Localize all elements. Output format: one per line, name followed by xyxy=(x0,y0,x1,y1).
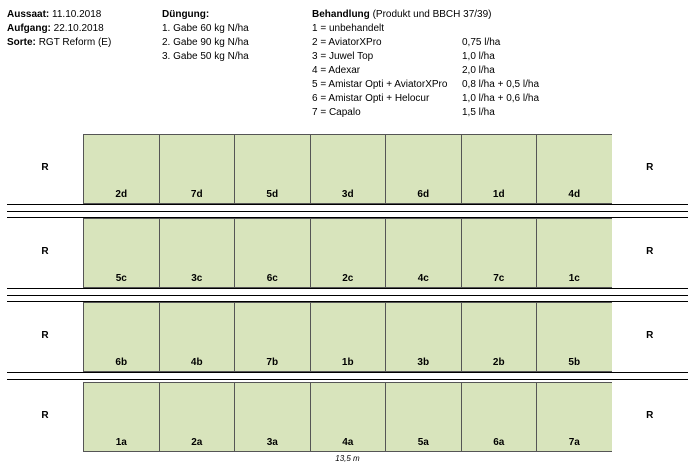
plot-label: 4a xyxy=(342,437,354,448)
border-plot-left xyxy=(7,302,83,372)
info-emergence-label: Aufgang: xyxy=(7,23,51,34)
treatment-amount: 0,8 l/ha + 0,5 l/ha xyxy=(462,79,540,90)
plot-cell xyxy=(310,134,387,204)
border-label: R xyxy=(41,162,49,173)
plot-cell xyxy=(461,302,538,372)
plot-label: 6d xyxy=(417,189,430,200)
plot-label: 5a xyxy=(417,437,429,448)
treatment-amount: 2,0 l/ha xyxy=(462,65,495,76)
border-label: R xyxy=(646,410,654,421)
border-label: R xyxy=(646,330,654,341)
plot-cell xyxy=(234,302,311,372)
plot-label: 3b xyxy=(417,357,430,368)
treatment-item xyxy=(312,106,612,120)
plot-cell xyxy=(310,302,387,372)
fertilizer-item: 3. Gabe 50 kg N/ha xyxy=(162,51,249,62)
field-plan xyxy=(7,134,688,452)
plot-row xyxy=(7,218,688,288)
border-plot-left xyxy=(7,134,83,204)
plot-cell xyxy=(536,134,613,204)
info-sowing-label: Aussaat: xyxy=(7,9,50,20)
treatment-list xyxy=(312,22,612,120)
trial-info xyxy=(7,8,111,50)
plot-label: 2a xyxy=(191,437,203,448)
plot-cell xyxy=(536,382,613,452)
plot-label: 4d xyxy=(568,189,581,200)
plot-row xyxy=(7,134,688,204)
plot-label: 4c xyxy=(417,273,429,284)
plot-cell xyxy=(83,218,160,288)
border-label: R xyxy=(41,330,49,341)
plot-label: 5d xyxy=(266,189,279,200)
plot-label: 2d xyxy=(115,189,128,200)
width-label: 13,5 m xyxy=(335,454,360,463)
plot-label: 3a xyxy=(266,437,278,448)
plot-label: 3c xyxy=(191,273,203,284)
plot-cell xyxy=(461,218,538,288)
treatment-item xyxy=(312,78,612,92)
plot-label: 1d xyxy=(492,189,505,200)
plot-cell xyxy=(461,134,538,204)
plot-cell xyxy=(234,382,311,452)
plot-cell xyxy=(159,302,236,372)
plot-label: 6c xyxy=(266,273,278,284)
border-label: R xyxy=(646,246,654,257)
plot-label: 7c xyxy=(493,273,505,284)
treatment-label: 3 = Juwel Top xyxy=(312,51,374,62)
plot-cell xyxy=(83,302,160,372)
plot-row xyxy=(7,382,688,452)
info-emergence-value: 22.10.2018 xyxy=(53,23,104,34)
treatment-amount: 1,5 l/ha xyxy=(462,107,495,118)
plot-label: 1c xyxy=(568,273,580,284)
treatment-amount: 1,0 l/ha xyxy=(462,51,495,62)
treatment-subtitle: (Produkt und BBCH 37/39) xyxy=(372,9,492,20)
fertilizer-item: 2. Gabe 90 kg N/ha xyxy=(162,37,249,48)
border-plot-right xyxy=(612,134,689,204)
treatment-label: 1 = unbehandelt xyxy=(312,23,385,34)
plot-label: 1b xyxy=(341,357,354,368)
plot-cell xyxy=(234,134,311,204)
border-label: R xyxy=(41,246,49,257)
plot-cell xyxy=(385,382,462,452)
plot-cell xyxy=(536,302,613,372)
plot-cell xyxy=(310,382,387,452)
plot-label: 6b xyxy=(115,357,128,368)
plot-label: 2c xyxy=(342,273,354,284)
plot-label: 5b xyxy=(568,357,581,368)
border-label: R xyxy=(41,410,49,421)
treatment-item xyxy=(312,92,612,106)
plot-cell xyxy=(385,134,462,204)
path-band xyxy=(7,288,688,302)
fertilizer-item: 1. Gabe 60 kg N/ha xyxy=(162,23,249,34)
path-band xyxy=(7,204,688,218)
info-sowing-value: 11.10.2018 xyxy=(52,9,102,20)
plot-cell xyxy=(310,218,387,288)
border-plot-left xyxy=(7,382,83,452)
plot-label: 7a xyxy=(568,437,580,448)
plot-row xyxy=(7,302,688,372)
plot-cell xyxy=(385,218,462,288)
treatment-item xyxy=(312,64,612,78)
info-sowing xyxy=(7,8,111,22)
info-emergence xyxy=(7,22,111,36)
plot-label: 7b xyxy=(266,357,279,368)
plot-cell xyxy=(83,134,160,204)
plot-label: 6a xyxy=(493,437,505,448)
treatment-label: 5 = Amistar Opti + AviatorXPro xyxy=(312,79,448,90)
plot-cell xyxy=(234,218,311,288)
border-plot-left xyxy=(7,218,83,288)
plot-label: 1a xyxy=(115,437,127,448)
treatment-amount: 1,0 l/ha + 0,6 l/ha xyxy=(462,93,540,104)
treatment-item xyxy=(312,22,612,36)
treatment-item xyxy=(312,50,612,64)
border-plot-right xyxy=(612,218,689,288)
border-label: R xyxy=(646,162,654,173)
treatment-label: 2 = AviatorXPro xyxy=(312,37,382,48)
fertilizer-section xyxy=(162,8,249,64)
treatment-label: 6 = Amistar Opti + Helocur xyxy=(312,93,430,104)
plot-label: 4b xyxy=(190,357,203,368)
treatment-title: Behandlung xyxy=(312,9,370,20)
plot-cell xyxy=(159,218,236,288)
plot-cell xyxy=(159,382,236,452)
plot-cell xyxy=(461,382,538,452)
info-variety-value: RGT Reform (E) xyxy=(38,37,112,48)
treatment-label: 4 = Adexar xyxy=(312,65,361,76)
plot-cell xyxy=(159,134,236,204)
plot-label: 5c xyxy=(115,273,127,284)
plot-label: 7d xyxy=(190,189,203,200)
treatment-item xyxy=(312,36,612,50)
plot-label: 2b xyxy=(492,357,505,368)
treatment-label: 7 = Capalo xyxy=(312,107,361,118)
fertilizer-title: Düngung: xyxy=(162,9,210,20)
info-variety xyxy=(7,36,111,50)
border-plot-right xyxy=(612,382,689,452)
plot-cell xyxy=(536,218,613,288)
treatment-legend xyxy=(312,8,612,120)
border-plot-right xyxy=(612,302,689,372)
treatment-amount: 0,75 l/ha xyxy=(462,37,501,48)
plot-label: 3d xyxy=(341,189,354,200)
plot-cell xyxy=(83,382,160,452)
info-variety-label: Sorte: xyxy=(7,37,36,48)
plot-cell xyxy=(385,302,462,372)
